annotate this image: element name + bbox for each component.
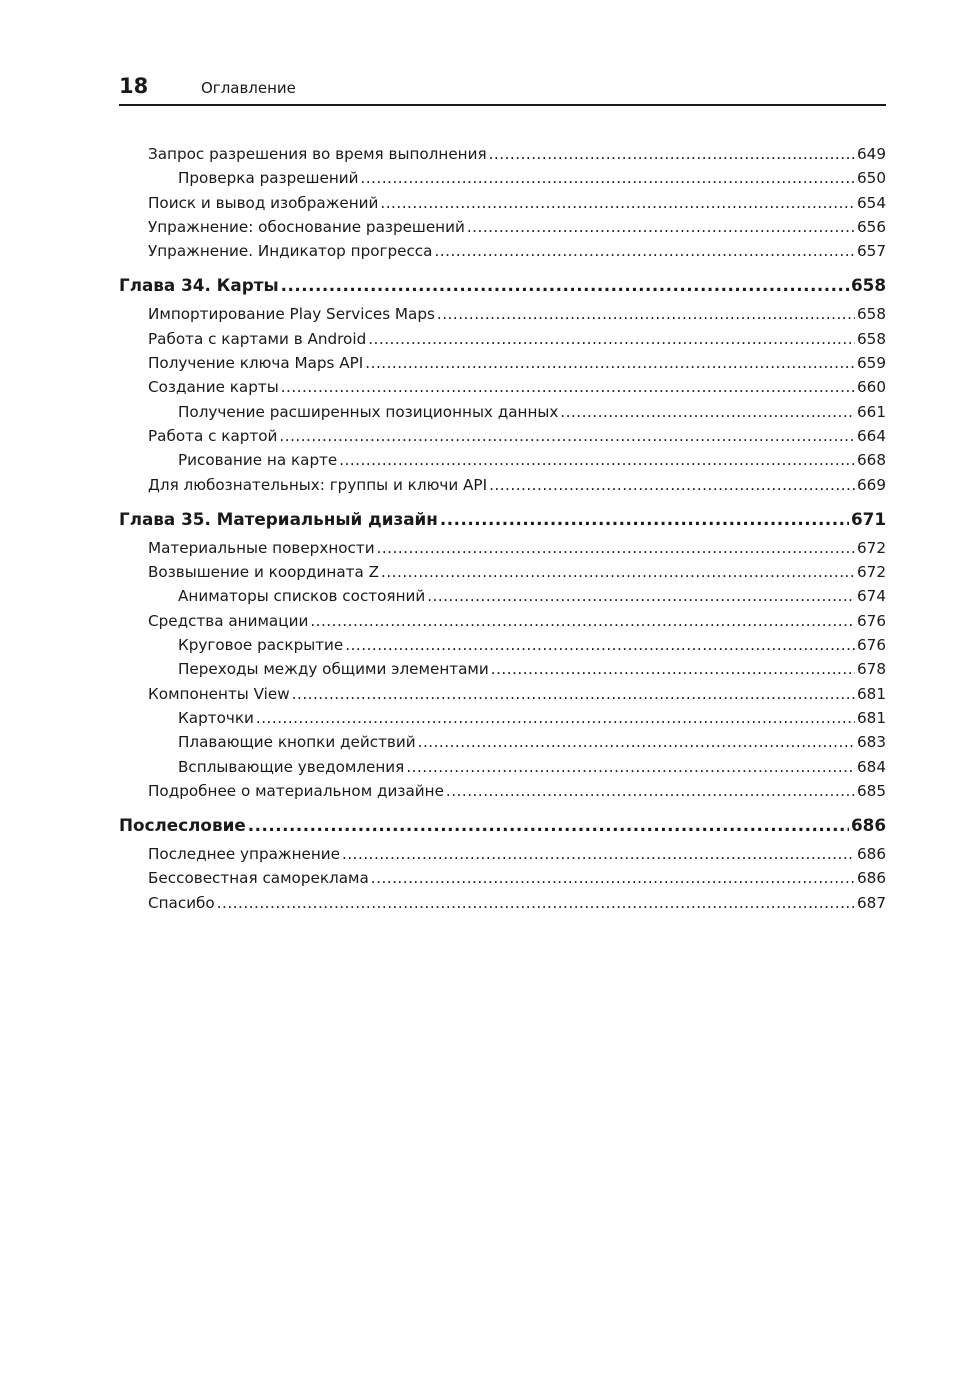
toc-entry: Возвышение и координата Z ..... 672 — [119, 560, 886, 584]
toc-afterword: Послесловие ..... 686 — [119, 811, 886, 840]
toc-entry: Импортирование Play Services Maps ..... 658 — [119, 302, 886, 326]
toc-chapter-34: Глава 34. Карты ..... 658 — [119, 271, 886, 300]
toc-entry: Проверка разрешений ..... 650 — [119, 166, 886, 190]
toc-entry: Упражнение. Индикатор прогресса ..... 657 — [119, 239, 886, 263]
toc-entry: Работа с картой ..... 664 — [119, 424, 886, 448]
toc-entry: Создание карты ..... 660 — [119, 375, 886, 399]
toc-entry: Компоненты View ..... 681 — [119, 682, 886, 706]
toc-entry: Последнее упражнение ..... 686 — [119, 842, 886, 866]
toc-entry: Всплывающие уведомления ..... 684 — [119, 755, 886, 779]
toc-entry: Запрос разрешения во время выполнения ..... 649 — [119, 142, 886, 166]
toc-entry: Поиск и вывод изображений ..... 654 — [119, 191, 886, 215]
toc-entry: Карточки ..... 681 — [119, 706, 886, 730]
toc-chapter-35: Глава 35. Материальный дизайн ..... 671 — [119, 505, 886, 534]
toc-entry: Для любознательных: группы и ключи API ..... 669 — [119, 473, 886, 497]
toc-entry: Упражнение: обоснование разрешений ..... 656 — [119, 215, 886, 239]
toc-entry: Бессовестная самореклама ..... 686 — [119, 866, 886, 890]
toc-entry: Плавающие кнопки действий ..... 683 — [119, 730, 886, 754]
running-title: Оглавление — [201, 79, 296, 97]
page-header — [119, 72, 886, 106]
toc-entry: Переходы между общими элементами ..... 678 — [119, 657, 886, 681]
page-number: 18 — [119, 74, 149, 98]
toc-entry: Работа с картами в Android ..... 658 — [119, 327, 886, 351]
toc-entry: Средства анимации ..... 676 — [119, 609, 886, 633]
toc-entry: Рисование на карте ..... 668 — [119, 448, 886, 472]
toc-entry: Получение расширенных позиционных данных ..... 661 — [119, 400, 886, 424]
toc-entry: Аниматоры списков состояний ..... 674 — [119, 584, 886, 608]
toc-entry: Подробнее о материальном дизайне ..... 685 — [119, 779, 886, 803]
table-of-contents — [119, 142, 886, 915]
toc-entry: Круговое раскрытие ..... 676 — [119, 633, 886, 657]
toc-entry: Материальные поверхности ..... 672 — [119, 536, 886, 560]
toc-entry: Получение ключа Maps API ..... 659 — [119, 351, 886, 375]
toc-entry: Спасибо ..... 687 — [119, 891, 886, 915]
